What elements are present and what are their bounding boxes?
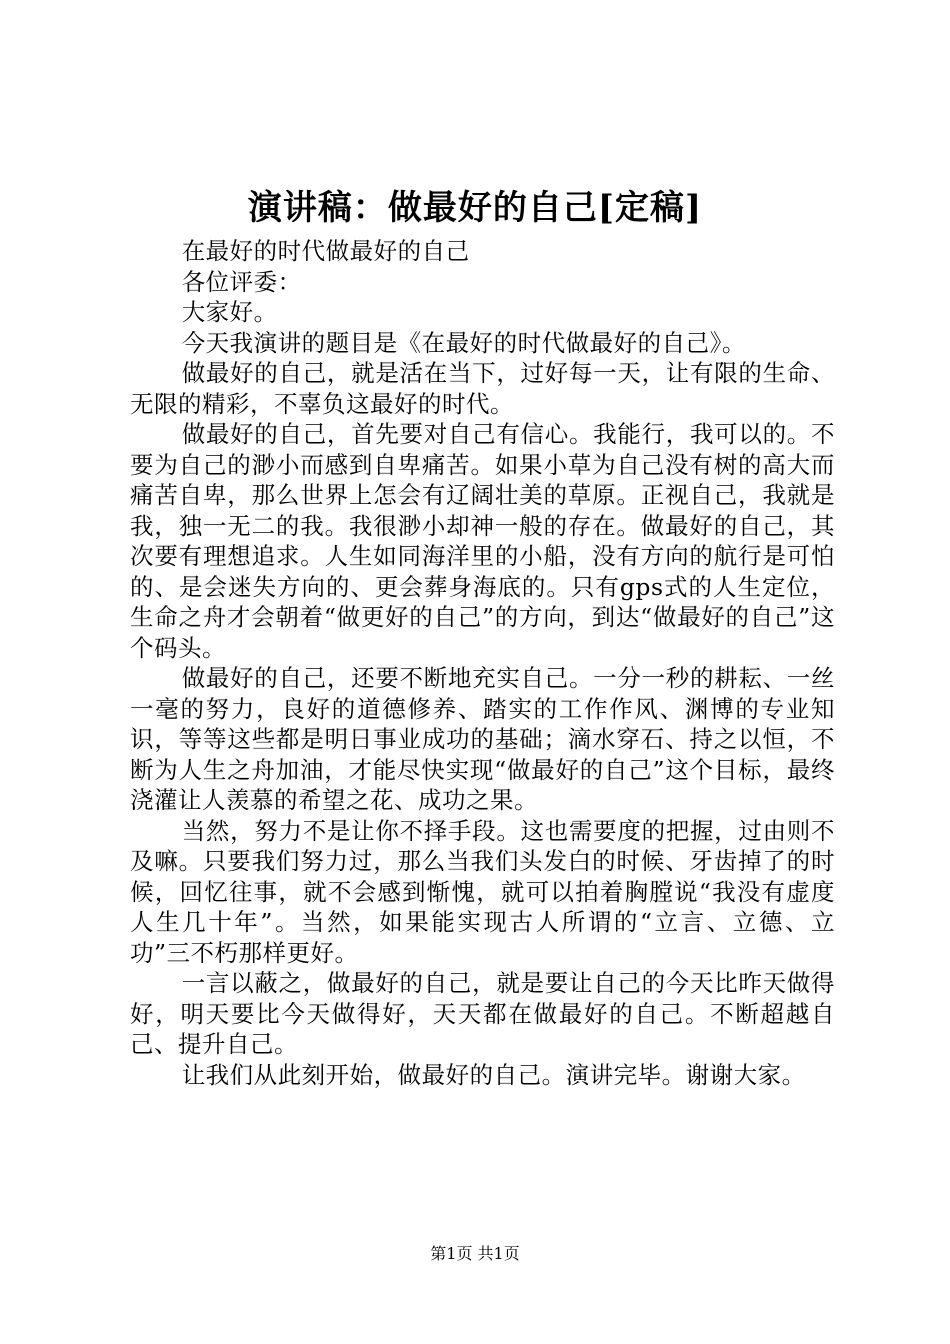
paragraph-body: 做最好的自己，首先要对自己有信心。我能行，我可以的。不要为自己的渺小而感到自卑痛苦。如果小草为自己没有树的高大而痛苦自卑，那么世界上怎会有辽阔壮美的草原。正视自己，我就是我，独一无二的我。我很渺小却神一般的存在。做最好的自己，其次要有理想追求。人生如同海洋里的小船，没有方向的航行是可怕的、是会迷失方向的、更会葬身海底的。只有gps式的人生定位，生命之舟才会朝着“做更好的自己”的方向，到达“做最好的自己”这个码头。 [130, 420, 835, 662]
paragraph-salutation: 各位评委： [181, 267, 302, 296]
document-body [130, 236, 835, 1090]
paragraph-greeting: 大家好。 [181, 298, 278, 326]
page-footer: 第1页 共1页 [430, 1244, 520, 1263]
paragraph-body: 当然，努力不是让你不择手段。这也需要度的把握，过由则不及嘛。只要我们努力过，那么当我们头发白的时候、牙齿掉了的时候，回忆往事，就不会感到惭愧，就可以拍着胸膛说“我没有虚度人生几十年”。当然，如果能实现古人所谓的“立言、立德、立功”三不朽那样更好。 [130, 816, 835, 967]
document-title: 演讲稿：做最好的自己[定稿] [247, 188, 703, 228]
paragraph-body: 做最好的自己，还要不断地充实自己。一分一秒的耕耘、一丝一毫的努力，良好的道德修养、踏实的工作作风、渊博的专业知识，等等这些都是明日事业成功的基础；滴水穿石、持之以恒，不断为人生之舟加油，才能尽快实现“做最好的自己”这个目标，最终浇灌让人羡慕的希望之花、成功之果。 [130, 664, 835, 814]
paragraph-topic: 今天我演讲的题目是《在最好的时代做最好的自己》。 [181, 328, 746, 357]
paragraph-subtitle: 在最好的时代做最好的自己 [181, 237, 470, 265]
paragraph-body: 一言以蔽之，做最好的自己，就是要让自己的今天比昨天做得好，明天要比今天做得好，天天都在做最好的自己。不断超越自己、提升自己。 [130, 969, 835, 1058]
paragraph-closing: 让我们从此刻开始，做最好的自己。演讲完毕。谢谢大家。 [181, 1060, 806, 1089]
paragraph-body: 做最好的自己，就是活在当下，过好每一天，让有限的生命、无限的精彩，不辜负这最好的时代。 [130, 359, 835, 418]
